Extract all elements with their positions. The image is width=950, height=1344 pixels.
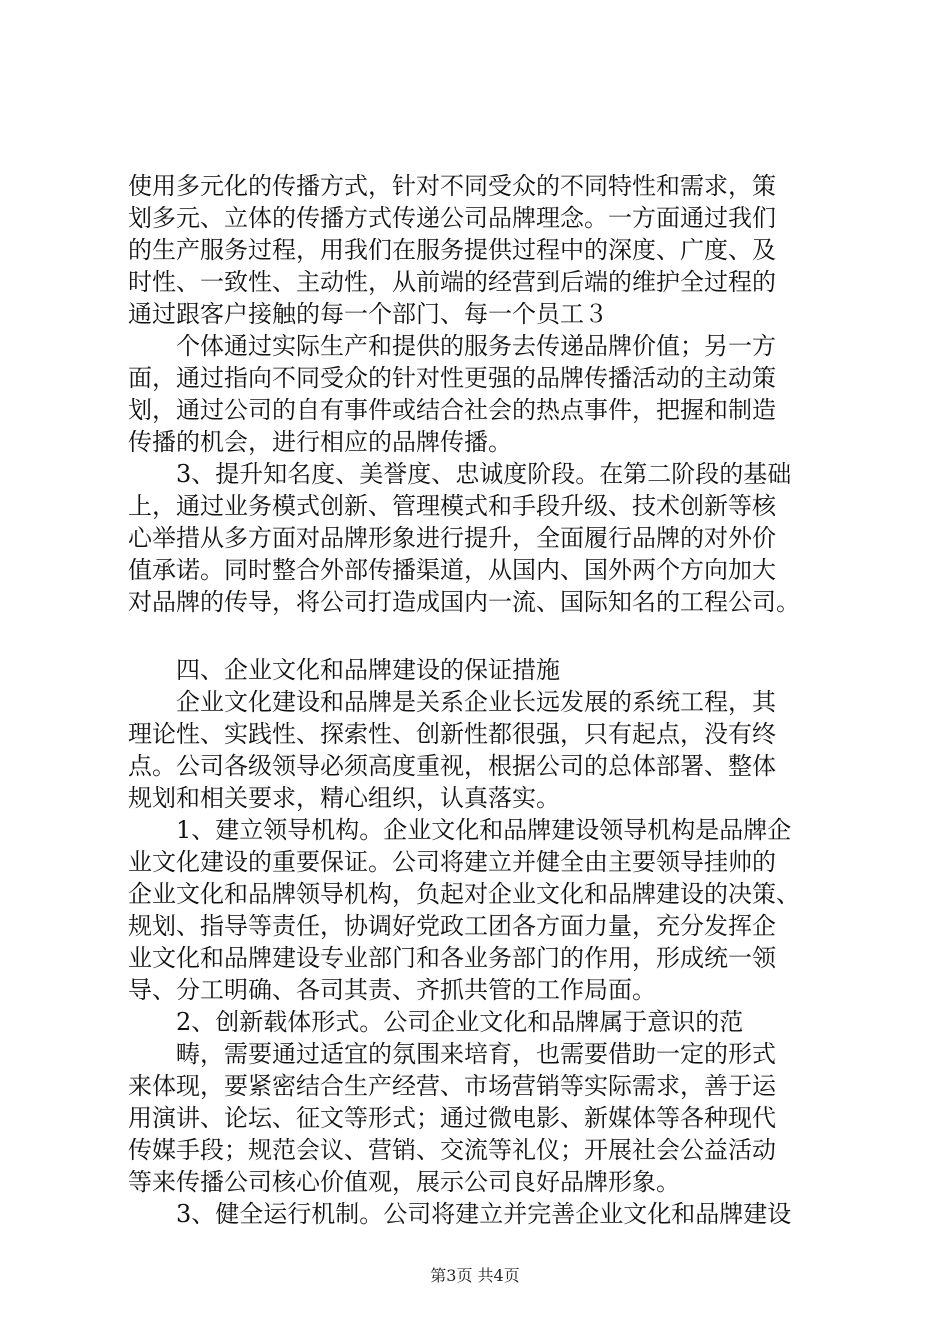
text-line: 上，通过业务模式创新、管理模式和手段升级、技术创新等核 (128, 492, 776, 520)
page-footer: 第3页 共4页 (430, 1266, 520, 1285)
text-line: 的生产服务过程，用我们在服务提供过程中的深度、广度、及 (128, 236, 776, 264)
text-line: 导、分工明确、各司其责、齐抓共管的工作局面。 (128, 976, 656, 1004)
text-line: 值承诺。同时整合外部传播渠道，从国内、国外两个方向加大 (128, 556, 776, 584)
text-line: 时性、一致性、主动性，从前端的经营到后端的维护全过程的 (128, 268, 776, 296)
text-line: 点。公司各级领导必须高度重视，根据公司的总体部署、整体 (128, 752, 776, 780)
text-line: 划，通过公司的自有事件或结合社会的热点事件，把握和制造 (128, 396, 776, 424)
text-line: 传播的机会，进行相应的品牌传播。 (128, 428, 512, 456)
text-line: 理论性、实践性、探索性、创新性都很强，只有起点，没有终 (128, 720, 776, 748)
text-line: 企业文化建设和品牌是关系企业长远发展的系统工程，其 (176, 688, 776, 716)
text-line: 对品牌的传导，将公司打造成国内一流、国际知名的工程公司。 (128, 588, 800, 616)
text-line: 心举措从多方面对品牌形象进行提升，全面履行品牌的对外价 (128, 524, 776, 552)
text-line: 来体现，要紧密结合生产经营、市场营销等实际需求，善于运 (128, 1072, 776, 1100)
text-line: 3、健全运行机制。公司将建立并完善企业文化和品牌建设 (176, 1200, 792, 1228)
section-heading: 四、企业文化和品牌建设的保证措施 (176, 656, 560, 684)
text-line: 使用多元化的传播方式，针对不同受众的不同特性和需求，策 (128, 172, 776, 200)
document-body (128, 170, 848, 1230)
text-line: 个体通过实际生产和提供的服务去传递品牌价值；另一方 (176, 332, 776, 360)
text-line: 业文化建设的重要保证。公司将建立并健全由主要领导挂帅的 (128, 848, 776, 876)
text-line: 用演讲、论坛、征文等形式；通过微电影、新媒体等各种现代 (128, 1104, 776, 1132)
text-line: 畴，需要通过适宜的氛围来培育，也需要借助一定的形式 (176, 1040, 776, 1068)
text-line: 等来传播公司核心价值观，展示公司良好品牌形象。 (128, 1168, 680, 1196)
text-line: 1、建立领导机构。企业文化和品牌建设领导机构是品牌企 (176, 816, 792, 844)
section-gap (128, 618, 848, 654)
text-line: 传媒手段；规范会议、营销、交流等礼仪；开展社会公益活动 (128, 1136, 776, 1164)
text-line: 面，通过指向不同受众的针对性更强的品牌传播活动的主动策 (128, 364, 776, 392)
text-line: 企业文化和品牌领导机构，负起对企业文化和品牌建设的决策、 (128, 880, 800, 908)
text-line: 规划、指导等责任，协调好党政工团各方面力量，充分发挥企 (128, 912, 776, 940)
text-line: 业文化和品牌建设专业部门和各业务部门的作用，形成统一领 (128, 944, 776, 972)
text-line: 划多元、立体的传播方式传递公司品牌理念。一方面通过我们 (128, 204, 776, 232)
text-line: 通过跟客户接触的每一个部门、每一个员工３ (128, 300, 608, 328)
text-line: 3、提升知名度、美誉度、忠诚度阶段。在第二阶段的基础 (176, 460, 792, 488)
text-line: 规划和相关要求，精心组织，认真落实。 (128, 784, 560, 812)
text-line: 2、创新载体形式。公司企业文化和品牌属于意识的范 (176, 1008, 744, 1036)
